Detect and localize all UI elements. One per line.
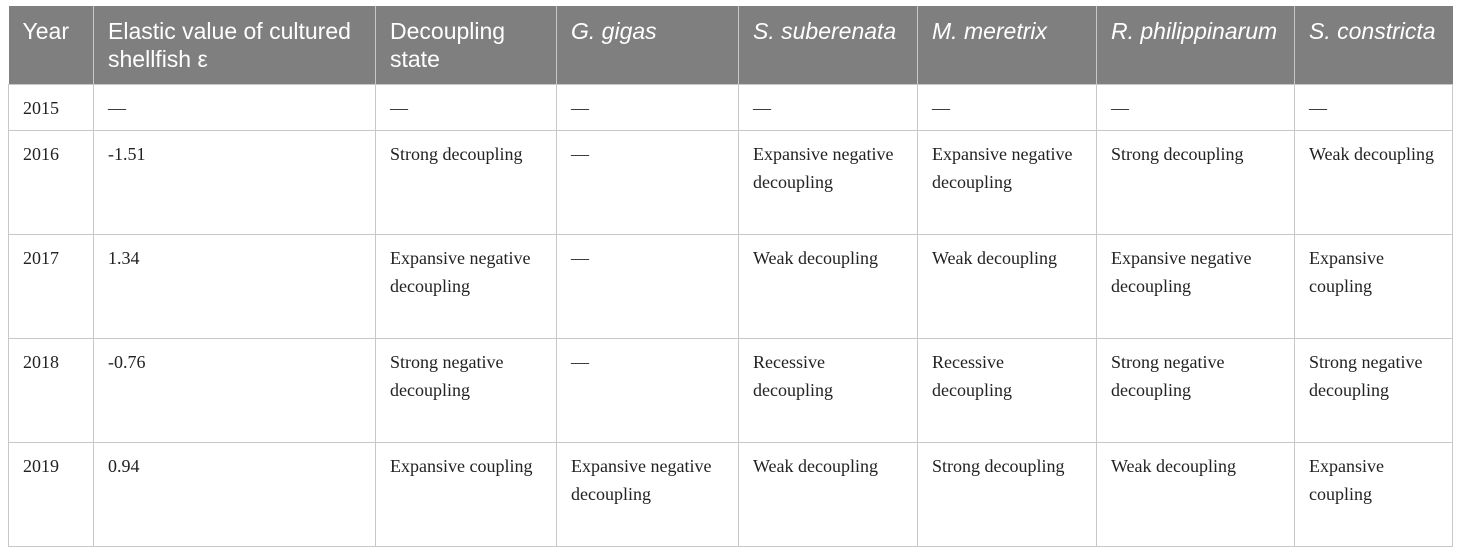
table-row-2019 — [9, 443, 1453, 547]
cell-g-gigas: — — [557, 339, 739, 443]
cell-g-gigas: — — [557, 131, 739, 235]
header-r-philippinarum: R. philippinarum — [1097, 6, 1295, 85]
header-g-gigas: G. gigas — [557, 6, 739, 85]
cell-m-meretrix: Recessive decoupling — [918, 339, 1097, 443]
header-year: Year — [9, 6, 94, 85]
cell-r-philippinarum: Expansive negative decoupling — [1097, 235, 1295, 339]
cell-s-suberenata: Recessive decoupling — [739, 339, 918, 443]
header-s-constricta: S. constricta — [1295, 6, 1453, 85]
cell-decoupling-state: Strong negative decoupling — [376, 339, 557, 443]
cell-year: 2019 — [9, 443, 94, 547]
cell-elastic-value: 1.34 — [94, 235, 376, 339]
cell-r-philippinarum: Strong decoupling — [1097, 131, 1295, 235]
cell-g-gigas: — — [557, 235, 739, 339]
table-row-2018 — [9, 339, 1453, 443]
cell-year: 2017 — [9, 235, 94, 339]
cell-year: 2015 — [9, 85, 94, 131]
cell-year: 2018 — [9, 339, 94, 443]
cell-s-suberenata: Weak decoupling — [739, 235, 918, 339]
decoupling-table — [8, 6, 1453, 547]
cell-g-gigas: — — [557, 85, 739, 131]
cell-r-philippinarum: — — [1097, 85, 1295, 131]
cell-s-suberenata: — — [739, 85, 918, 131]
cell-m-meretrix: — — [918, 85, 1097, 131]
cell-elastic-value: — — [94, 85, 376, 131]
cell-decoupling-state: Expansive coupling — [376, 443, 557, 547]
cell-s-constricta: Expansive coupling — [1295, 443, 1453, 547]
header-m-meretrix: M. meretrix — [918, 6, 1097, 85]
cell-elastic-value: -1.51 — [94, 131, 376, 235]
cell-m-meretrix: Expansive negative decoupling — [918, 131, 1097, 235]
cell-s-constricta: — — [1295, 85, 1453, 131]
table-row-2016 — [9, 131, 1453, 235]
cell-year: 2016 — [9, 131, 94, 235]
cell-r-philippinarum: Weak decoupling — [1097, 443, 1295, 547]
cell-decoupling-state: Expansive negative decoupling — [376, 235, 557, 339]
cell-s-suberenata: Weak decoupling — [739, 443, 918, 547]
cell-m-meretrix: Weak decoupling — [918, 235, 1097, 339]
header-elastic-value: Elastic value of cultured shellfish ε — [94, 6, 376, 85]
cell-s-constricta: Weak decoupling — [1295, 131, 1453, 235]
header-row — [9, 6, 1453, 85]
cell-s-suberenata: Expansive negative decoupling — [739, 131, 918, 235]
table-row-2015 — [9, 85, 1453, 131]
cell-decoupling-state: — — [376, 85, 557, 131]
cell-g-gigas: Expansive negative decoupling — [557, 443, 739, 547]
cell-m-meretrix: Strong decoupling — [918, 443, 1097, 547]
cell-elastic-value: -0.76 — [94, 339, 376, 443]
cell-r-philippinarum: Strong negative decoupling — [1097, 339, 1295, 443]
cell-s-constricta: Expansive coupling — [1295, 235, 1453, 339]
cell-elastic-value: 0.94 — [94, 443, 376, 547]
cell-s-constricta: Strong negative decoupling — [1295, 339, 1453, 443]
table-row-2017 — [9, 235, 1453, 339]
header-s-suberenata: S. suberenata — [739, 6, 918, 85]
header-decoupling-state: Decoupling state — [376, 6, 557, 85]
cell-decoupling-state: Strong decoupling — [376, 131, 557, 235]
